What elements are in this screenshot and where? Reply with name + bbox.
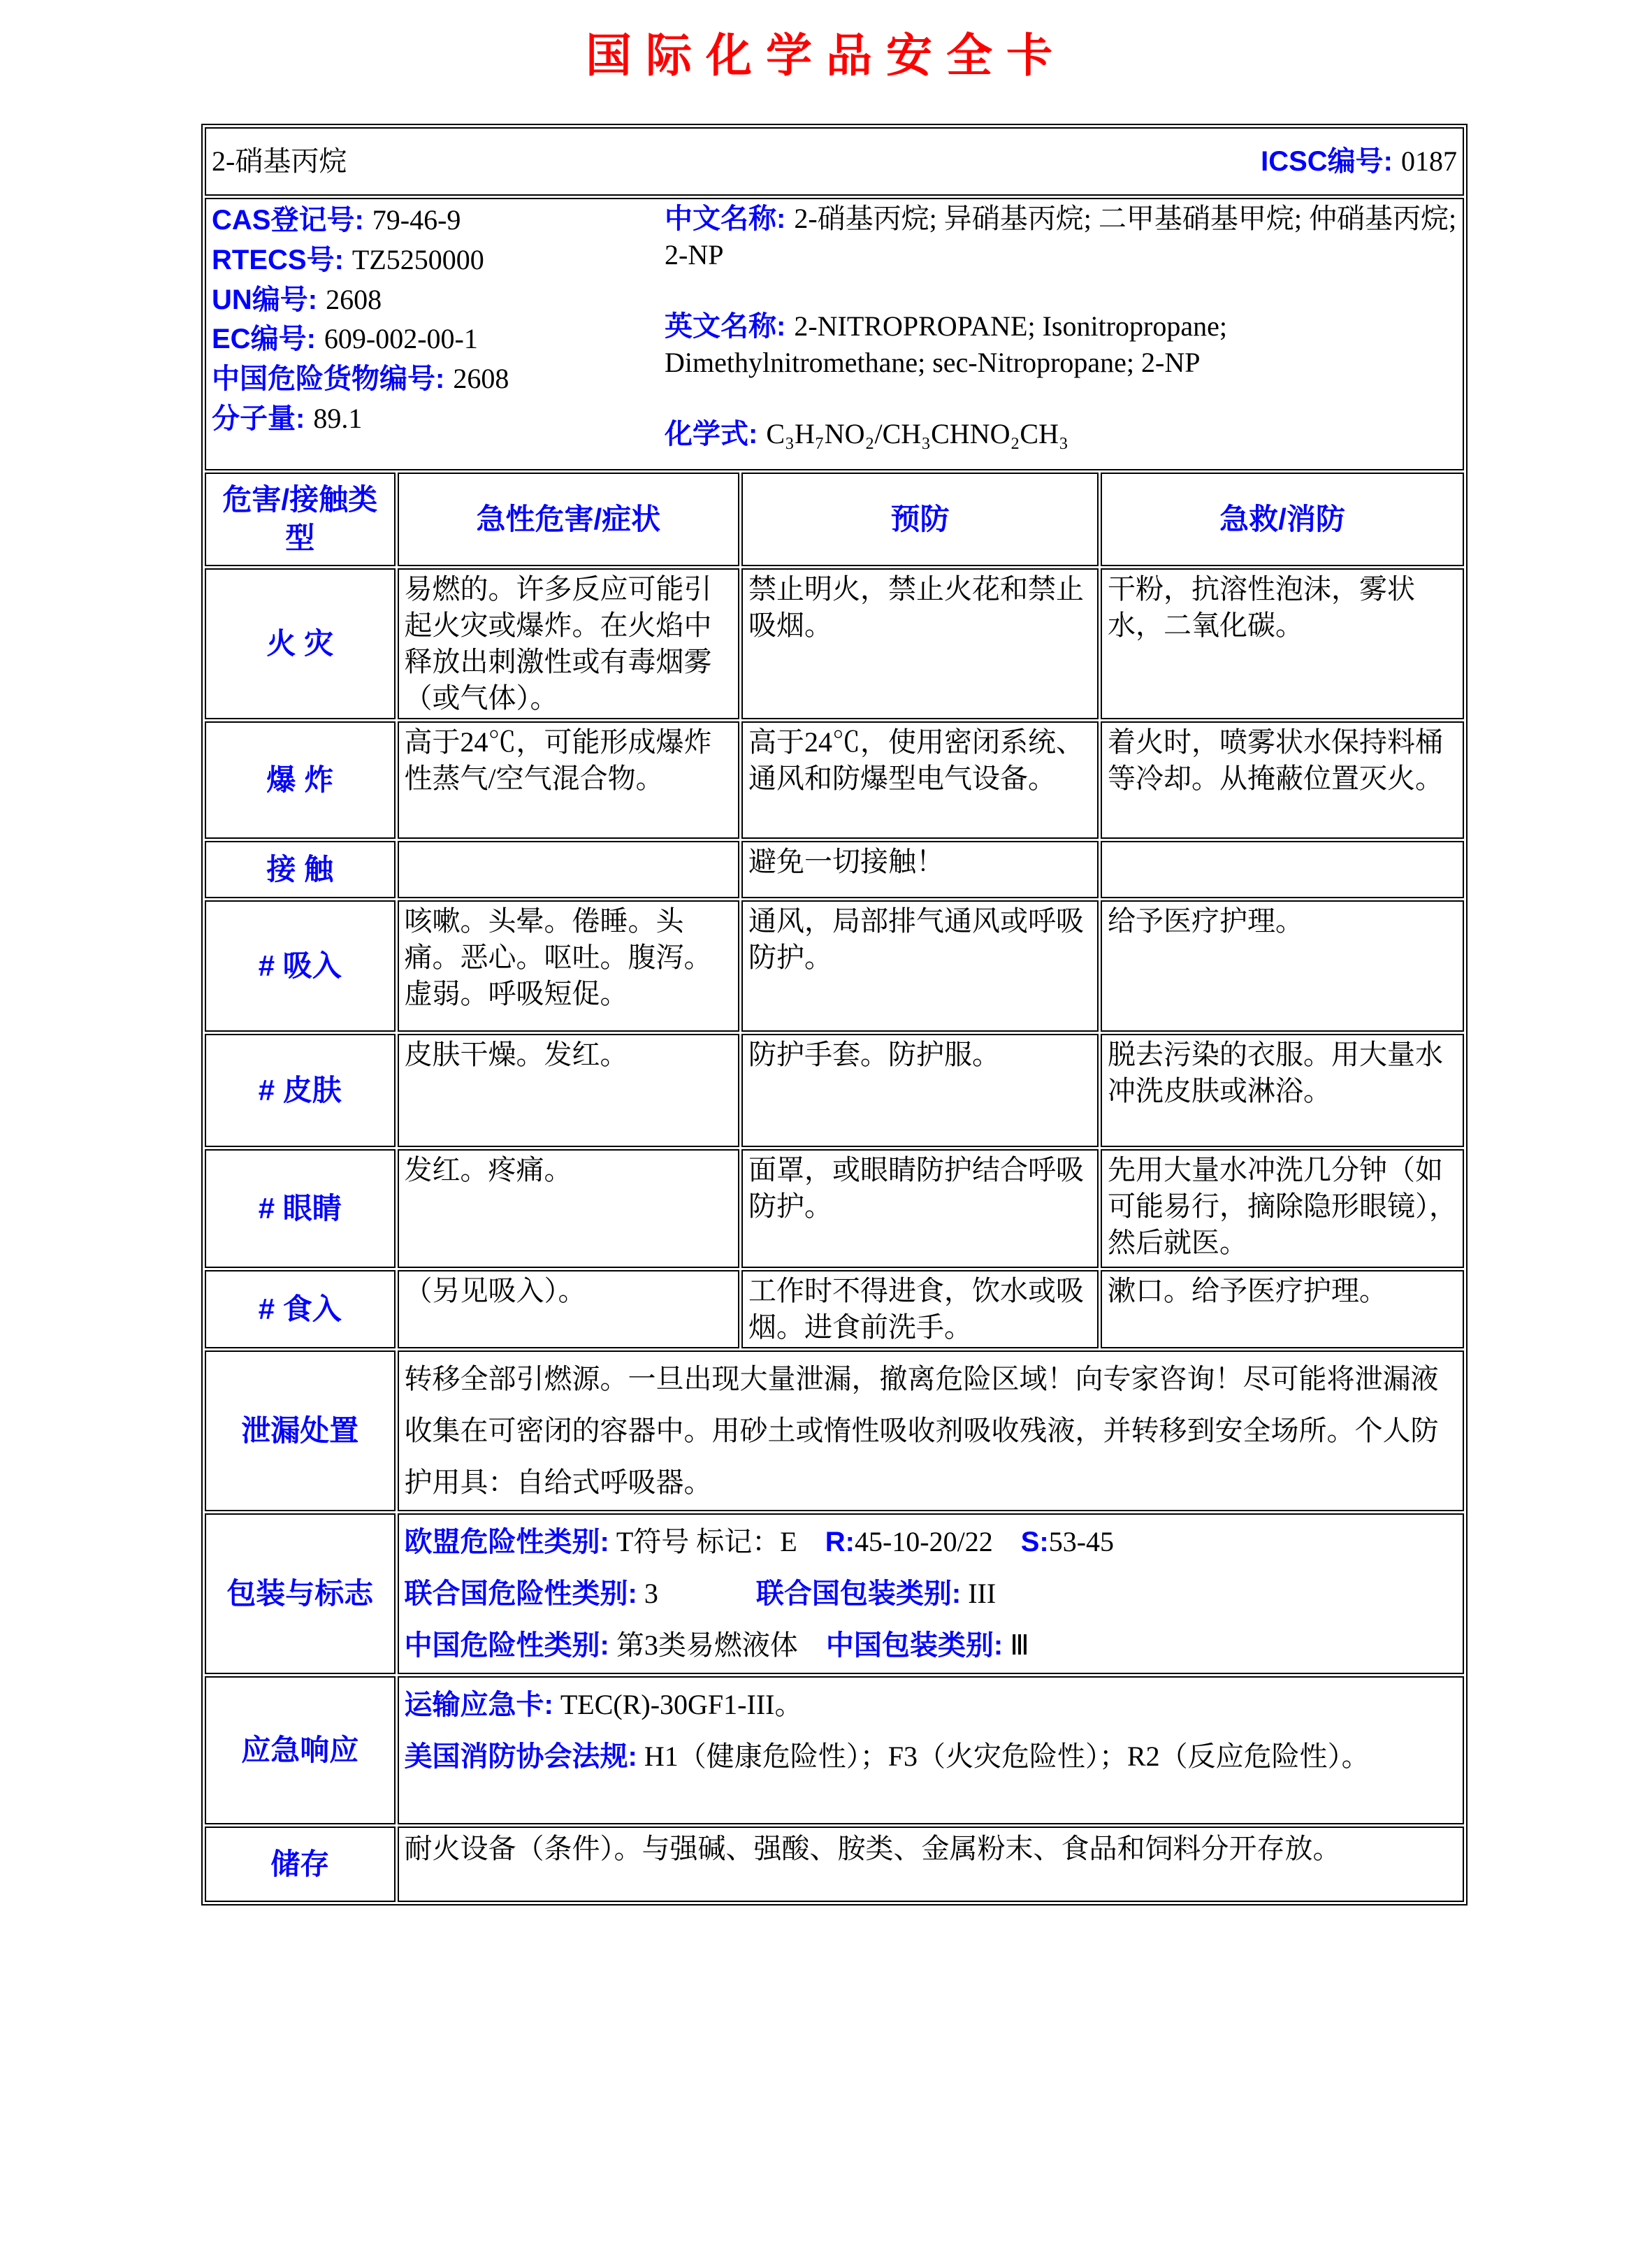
row-label-packaging: 包装与标志 [205,1513,396,1674]
field-value: III [961,1578,997,1609]
english-names [665,308,1457,381]
skin-prevention-cell: 防护手套。防护服。 [741,1034,1099,1147]
un-number-value: 2608 [326,283,382,315]
explosion-hazard-cell: 高于24℃，可能形成爆炸性蒸气/空气混合物。 [398,721,739,839]
field-label: 中国危险性类别: [404,1630,609,1661]
eyes-prevention-cell: 面罩，或眼睛防护结合呼吸防护。 [741,1149,1099,1268]
cas-number-label: CAS登记号: [212,205,364,236]
un-number-label: UN编号: [212,284,318,315]
row-label-spillage: 泄漏处置 [205,1350,396,1511]
china-dg-number-value: 2608 [453,363,509,395]
substance-header-cell [205,127,1464,196]
row-label-inhalation: # 吸入 [205,900,396,1032]
ec-number [212,319,665,359]
chemical-formula-label: 化学式: [665,419,758,449]
molecular-weight-value: 89.1 [313,402,363,434]
chemical-formula [665,416,1457,452]
skin-row [205,1034,1464,1147]
molecular-weight [212,399,665,439]
fire-hazard-cell: 易燃的。许多反应可能引起火灾或爆炸。在火焰中释放出刺激性或有毒烟雾（或气体）。 [398,568,739,719]
exposure-row [205,841,1464,898]
exposure-prevention-cell: 避免一切接触！ [741,841,1099,898]
un-number [212,280,665,320]
column-header-prevention: 预防 [741,473,1099,566]
inhalation-row [205,900,1464,1032]
field-value: TEC(R)-30GF1-III。 [553,1689,803,1720]
inhalation-prevention-cell: 通风，局部排气通风或呼吸防护。 [741,900,1099,1032]
icsc-number-label: ICSC编号: [1261,146,1393,177]
ingestion-response-cell: 漱口。给予医疗护理。 [1101,1270,1464,1348]
exposure-hazard-cell [398,841,739,898]
rtecs-number [212,240,665,280]
packaging-line-un [405,1568,1457,1620]
field-value: Ⅲ [1003,1629,1029,1661]
eyes-row [205,1149,1464,1268]
field-value: 45-10-20/22 [854,1526,1021,1557]
packaging-line-eu [405,1516,1457,1568]
column-header-acute-hazards: 急性危害/症状 [398,473,739,566]
fire-response-cell: 干粉，抗溶性泡沫，雾状水，二氧化碳。 [1101,568,1464,719]
rtecs-number-value: TZ5250000 [352,243,484,275]
column-header-first-aid: 急救/消防 [1101,473,1464,566]
chinese-names-value: 2-硝基丙烷; 异硝基丙烷; 二甲基硝基甲烷; 仲硝基丙烷; 2-NP [665,203,1457,271]
storage-row [205,1827,1464,1902]
safety-card-table [201,124,1468,1905]
ec-number-value: 609-002-00-1 [324,323,478,355]
china-dg-number-label: 中国危险货物编号: [212,363,445,395]
emergency-cell [398,1676,1464,1824]
packaging-line-china [405,1620,1457,1671]
field-label: 欧盟危险性类别: [404,1527,609,1557]
row-label-explosion: 爆 炸 [205,721,396,839]
row-label-skin: # 皮肤 [205,1034,396,1147]
icsc-number-value: 0187 [1401,145,1457,177]
field-value: 53-45 [1048,1526,1115,1557]
molecular-weight-label: 分子量: [212,403,305,434]
field-value: 第3类易燃液体 [609,1629,826,1661]
field-label: 美国消防协会法规: [404,1741,637,1772]
inhalation-response-cell: 给予医疗护理。 [1101,900,1464,1032]
substance-header-row [205,127,1464,196]
ingestion-prevention-cell: 工作时不得进食，饮水或吸烟。进食前洗手。 [741,1270,1099,1348]
icsc-number [1261,143,1457,180]
fire-prevention-cell: 禁止明火，禁止火花和禁止吸烟。 [741,568,1099,719]
storage-cell [398,1827,1464,1902]
column-header-hazard-type: 危害/接触类型 [205,473,396,566]
identification-row [205,198,1464,470]
page-title: 国际化学品安全卡 [586,31,1066,82]
registry-ids [212,201,665,452]
ingestion-row [205,1270,1464,1348]
row-label-storage: 储存 [205,1827,396,1902]
spillage-row [205,1350,1464,1511]
ingestion-hazard-cell: （另见吸入）。 [398,1270,739,1348]
skin-hazard-cell: 皮肤干燥。发红。 [398,1034,739,1147]
field-label: 中国包装类别: [825,1630,1003,1661]
field-value: T符号 标记：E [609,1526,825,1557]
emergency-row [205,1676,1464,1824]
explosion-prevention-cell: 高于24℃，使用密闭系统、通风和防爆型电气设备。 [741,721,1099,839]
cas-number-value: 79-46-9 [372,204,461,236]
field-value: 3 [637,1578,756,1609]
fire-row [205,568,1464,719]
english-names-value: 2-NITROPROPANE; Isonitropropane; Dimethylnitromethane; sec-Nitropropane; 2-NP [665,310,1227,378]
substance-names [665,201,1457,452]
cas-number [212,201,665,240]
eyes-hazard-cell: 发红。疼痛。 [398,1149,739,1268]
packaging-cell [398,1513,1464,1674]
packaging-row [205,1513,1464,1674]
spillage-text: 转移全部引燃源。一旦出现大量泄漏，撤离危险区域！向专家咨询！尽可能将泄漏液收集在可密闭的容器中。用砂土或惰性吸收剂吸收残液，并转移到安全场所。个人防护用具：自给式呼吸器。 [404,1363,1439,1498]
identification-cell [205,198,1464,470]
column-header-row [205,473,1464,566]
row-label-eyes: # 眼睛 [205,1149,396,1268]
explosion-response-cell: 着火时，喷雾状水保持料桶等冷却。从掩蔽位置灭火。 [1101,721,1464,839]
emergency-line-tec [405,1679,1457,1731]
emergency-line-nfpa [405,1731,1457,1782]
skin-response-cell: 脱去污染的衣服。用大量水冲洗皮肤或淋浴。 [1101,1034,1464,1147]
explosion-row [205,721,1464,839]
field-label: 运输应急卡: [404,1690,553,1720]
ec-number-label: EC编号: [212,324,316,355]
field-value: H1（健康危险性）；F3（火灾危险性）；R2（反应危险性）。 [637,1741,1370,1772]
chemical-formula-value: C₃H₇NO₂/CH₃CHNO₂CH₃ [766,418,1068,449]
storage-text: 耐火设备（条件）。与强碱、强酸、胺类、金属粉末、食品和饲料分开存放。 [404,1833,1341,1864]
row-label-exposure: 接 触 [205,841,396,898]
china-dg-number [212,359,665,399]
row-label-emergency: 应急响应 [205,1676,396,1824]
field-label: S: [1020,1527,1049,1557]
field-label: 联合国危险性类别: [404,1578,637,1609]
substance-name: 2-硝基丙烷 [212,145,347,177]
rtecs-number-label: RTECS号: [212,244,344,275]
field-label: 联合国包装类别: [755,1578,962,1609]
exposure-response-cell [1101,841,1464,898]
row-label-fire: 火 灾 [205,568,396,719]
chinese-names-label: 中文名称: [665,203,786,234]
eyes-response-cell: 先用大量水冲洗几分钟（如可能易行，摘除隐形眼镜），然后就医。 [1101,1149,1464,1268]
row-label-ingestion: # 食入 [205,1270,396,1348]
english-names-label: 英文名称: [665,311,786,342]
chinese-names [665,201,1457,273]
inhalation-hazard-cell: 咳嗽。头晕。倦睡。头痛。恶心。呕吐。腹泻。虚弱。呼吸短促。 [398,900,739,1032]
spillage-cell [398,1350,1464,1511]
field-label: R: [825,1527,855,1557]
